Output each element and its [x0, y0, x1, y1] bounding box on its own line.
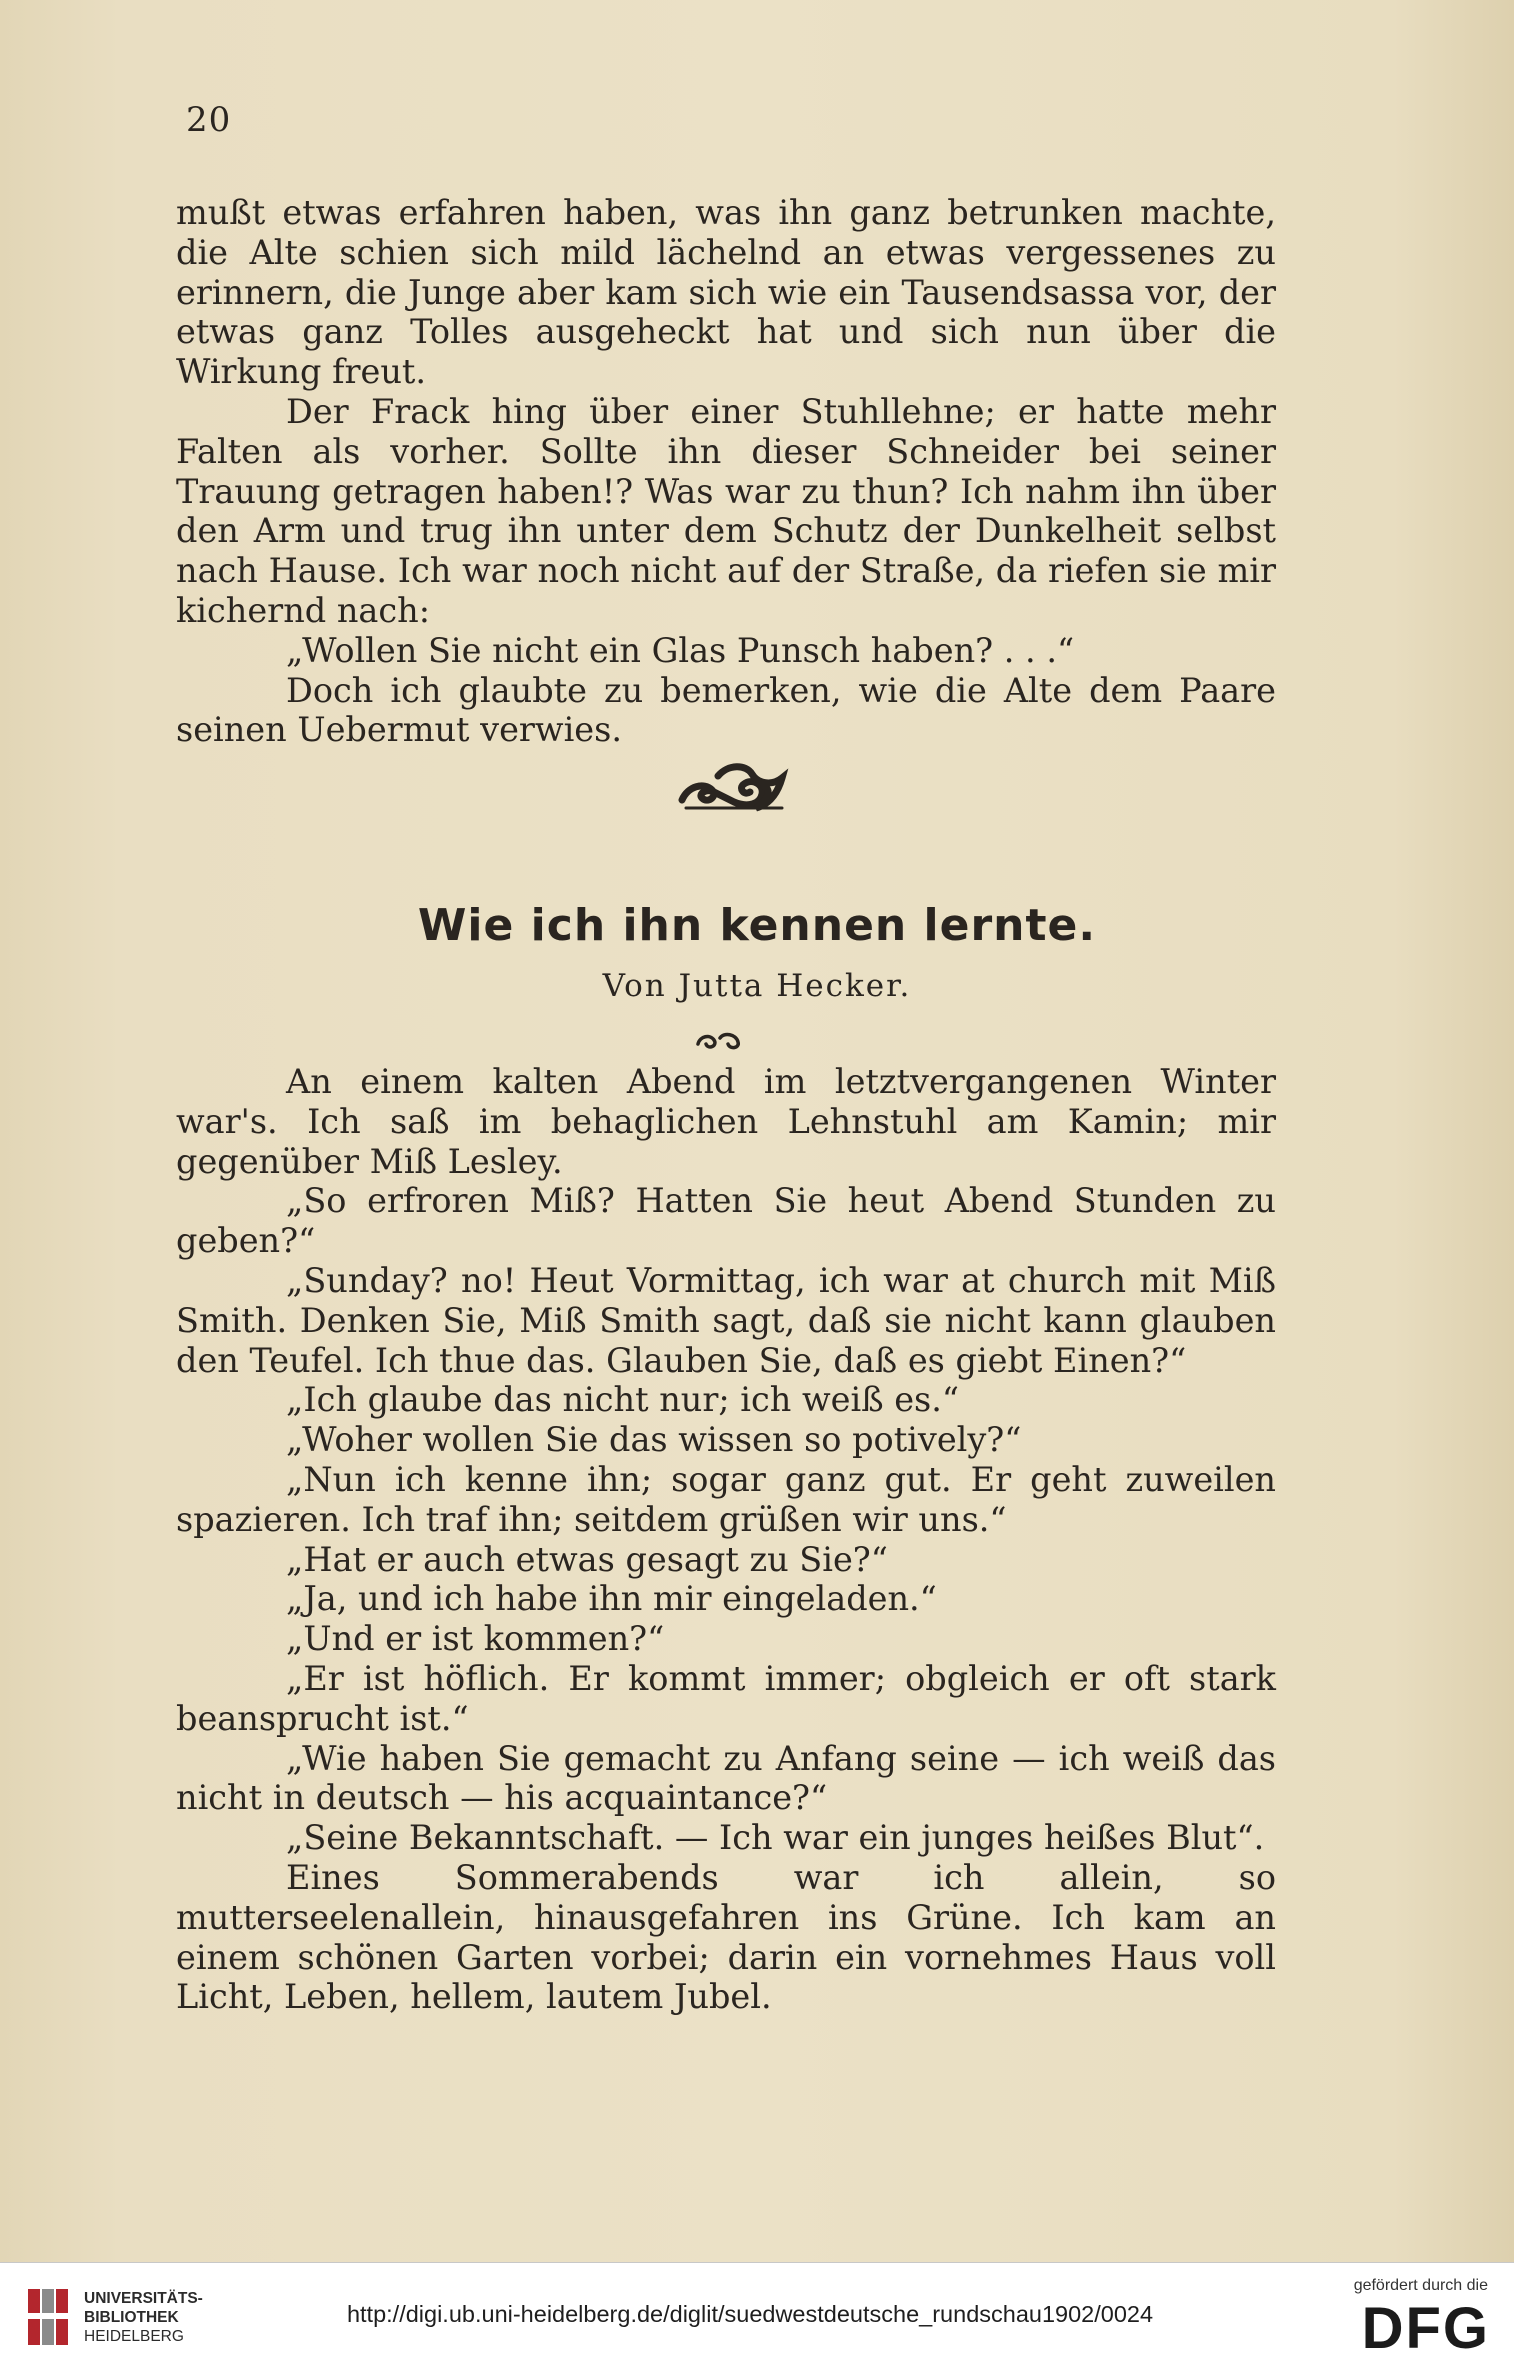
library-line: BIBLIOTHEK	[84, 2309, 179, 2326]
paragraph: „Wie haben Sie gemacht zu Anfang seine — ich weiß das nicht in deutsch — his acquaintance?“	[176, 1738, 1276, 1818]
paragraph: „Ja, und ich habe ihn mir eingeladen.“	[286, 1579, 937, 1619]
section-ornament-icon	[678, 756, 790, 816]
paragraph: Der Frack hing über einer Stuhllehne; er hatte mehr Falten als vorher. Sollte ihn dieser Schneider bei seiner Trauung getragen haben!? Was war zu thun? Ich nahm ihn über den Arm und trug ihn unter dem Schutz der Dunkelheit selbst nach Hause. Ich war noch nicht auf der Straße, da riefen sie mir kichernd nach:	[176, 391, 1276, 630]
library-name	[84, 2289, 203, 2346]
paragraph: An einem kalten Abend im letztvergangenen Winter war's. Ich saß im behaglichen Lehnstuhl am Kamin; mir gegenüber Miß Lesley.	[176, 1062, 1276, 1181]
story-title: Wie ich ihn kennen lernte.	[417, 900, 1097, 951]
paragraph: „Und er ist kommen?“	[286, 1619, 665, 1659]
story-author: Von Jutta Hecker.	[602, 968, 912, 1004]
library-line: UNIVERSITÄTS-	[84, 2290, 203, 2307]
library-line: HEIDELBERG	[84, 2328, 184, 2345]
paragraph: Eines Sommerabends war ich allein, so mutterseelenallein, hinausgefahren ins Grüne. Ich kam an einem schönen Garten vorbei; darin ein vornehmes Haus voll Licht, Leben, hellem, lautem Jubel.	[176, 1857, 1276, 2017]
text-block-story	[176, 1062, 1276, 2017]
university-library-logo-icon	[26, 2285, 70, 2349]
small-ornament-icon	[694, 1030, 742, 1052]
paragraph: „Wollen Sie nicht ein Glas Punsch haben? . . .“	[286, 630, 1075, 670]
funding-label: gefördert durch die	[1353, 2277, 1488, 2294]
paragraph: „Er ist höflich. Er kommt immer; obgleich er oft stark beansprucht ist.“	[176, 1658, 1276, 1738]
paragraph: „Nun ich kenne ihn; sogar ganz gut. Er geht zuweilen spazieren. Ich traf ihn; seitdem grüßen wir uns.“	[176, 1459, 1276, 1539]
paragraph: Doch ich glaubte zu bemerken, wie die Alte dem Paare seinen Uebermut verwies.	[176, 670, 1276, 750]
paragraph: „So erfroren Miß? Hatten Sie heut Abend Stunden zu geben?“	[176, 1181, 1276, 1261]
paragraph: „Seine Bekanntschaft. — Ich war ein junges heißes Blut“.	[286, 1818, 1265, 1858]
text-block-previous-story	[176, 193, 1276, 750]
footer-bar	[0, 2262, 1514, 2371]
paragraph: „Sunday? no! Heut Vormittag, ich war at church mit Miß Smith. Denken Sie, Miß Smith sagt, daß sie nicht kann glauben den Teufel. Ich thue das. Glauben Sie, daß es giebt Einen?“	[176, 1260, 1276, 1380]
page-number: 20	[186, 100, 232, 140]
dfg-logo: DFG	[1361, 2296, 1490, 2361]
paragraph: „Woher wollen Sie das wissen so potively?“	[286, 1420, 1022, 1460]
paragraph: „Ich glaube das nicht nur; ich weiß es.“	[286, 1380, 960, 1420]
paragraph: mußt etwas erfahren haben, was ihn ganz betrunken machte, die Alte schien sich mild lächelnd an etwas vergessenes zu erinnern, die Junge aber kam sich wie ein Tausendsassa vor, der etwas ganz Tolles ausgeheckt hat und sich nun über die Wirkung freut.	[176, 193, 1276, 392]
permalink-url[interactable]: http://digi.ub.uni-heidelberg.de/diglit/suedwestdeutsche_rundschau1902/0024	[346, 2301, 1154, 2327]
paragraph: „Hat er auch etwas gesagt zu Sie?“	[286, 1539, 888, 1579]
